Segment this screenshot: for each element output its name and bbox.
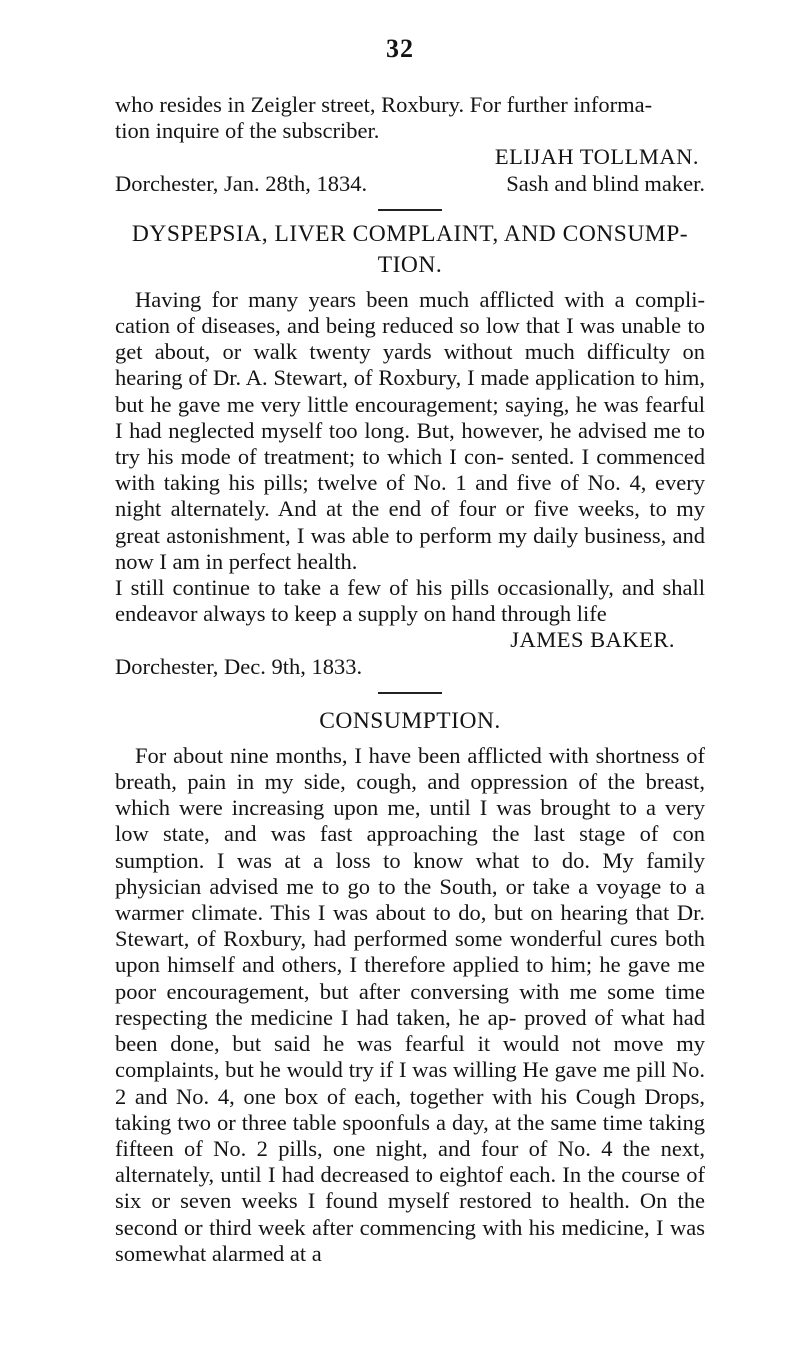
notice-continuation xyxy=(115,92,705,1267)
notice-place-row xyxy=(115,171,705,197)
consumption-paragraph-1: For about nine months, I have been afflicted with shortness of breath, pain in my side, cough, and oppression of the breast, which were increasing upon me, until I was brought to a very low state, and was fast approaching the last stage of con sumption. I was at a loss to know what to do. My family physician advised me to go to the South, or take a voyage to a warmer climate. This I was about to do, but on hearing that Dr. Stewart, of Roxbury, had performed some wonderful cures both upon himself and others, I therefore applied to him; he gave me poor encouragement, but after conversing with me some time respecting the medicine I had taken, he ap- proved of what had been done, but said he was fearful it would not move my complaints, but he would try if I was willing He gave me pill No. 2 and No. 4, one box of each, together with his Cough Drops, taking two or three table spoonfuls a day, at the same time taking fifteen of No. 2 pills, one night, and four of No. 4 the next, alternately, until I had decreased to eightof each. In the course of six or seven weeks I found myself restored to health. On the second or third week after commencing with his medicine, I was somewhat alarmed at a xyxy=(115,742,705,1266)
notice-place-date: Dorchester, Jan. 28th, 1834. xyxy=(115,170,368,196)
section-divider xyxy=(378,692,442,694)
notice-line-1: who resides in Zeigler street, Roxbury. For further informa- xyxy=(115,92,653,117)
dyspepsia-signature: JAMES BAKER. xyxy=(510,627,675,653)
notice-signature: ELIJAH TOLLMAN. xyxy=(494,144,699,170)
page-number: 32 xyxy=(386,34,414,63)
dyspepsia-heading-line2: TION. xyxy=(377,251,443,278)
dyspepsia-paragraph-2: I still continue to take a few of his pills occasionally, and shall endeavor always to keep a supply on hand through life xyxy=(115,575,705,627)
consumption-heading: CONSUMPTION. xyxy=(319,707,501,734)
dyspepsia-paragraph-1: Having for many years been much afflicted with a compli- cation of diseases, and being reduced so low that I was unable to get about, or walk twenty yards without much difficulty on hearing of Dr. A. Stewart, of Roxbury, I made application to him, but he gave me very little encouragement; saying, he was fearful I had neglected myself too long. But, however, he advised me to try his mode of treatment; to which I con- sented. I commenced with taking his pills; twelve of No. 1 and five of No. 4, every night alternately. And at the end of four or five weeks, to my great astonishment, I was able to perform my daily business, and now I am in perfect health. xyxy=(115,286,705,574)
dyspepsia-place-date: Dorchester, Dec. 9th, 1833. xyxy=(115,653,363,679)
notice-line-2: tion inquire of the subscriber. xyxy=(115,118,380,144)
dyspepsia-heading-line1: DYSPEPSIA, LIVER COMPLAINT, AND CONSUMP- xyxy=(131,220,689,247)
section-divider xyxy=(378,209,442,211)
notice-occupation: Sash and blind maker. xyxy=(506,170,705,196)
